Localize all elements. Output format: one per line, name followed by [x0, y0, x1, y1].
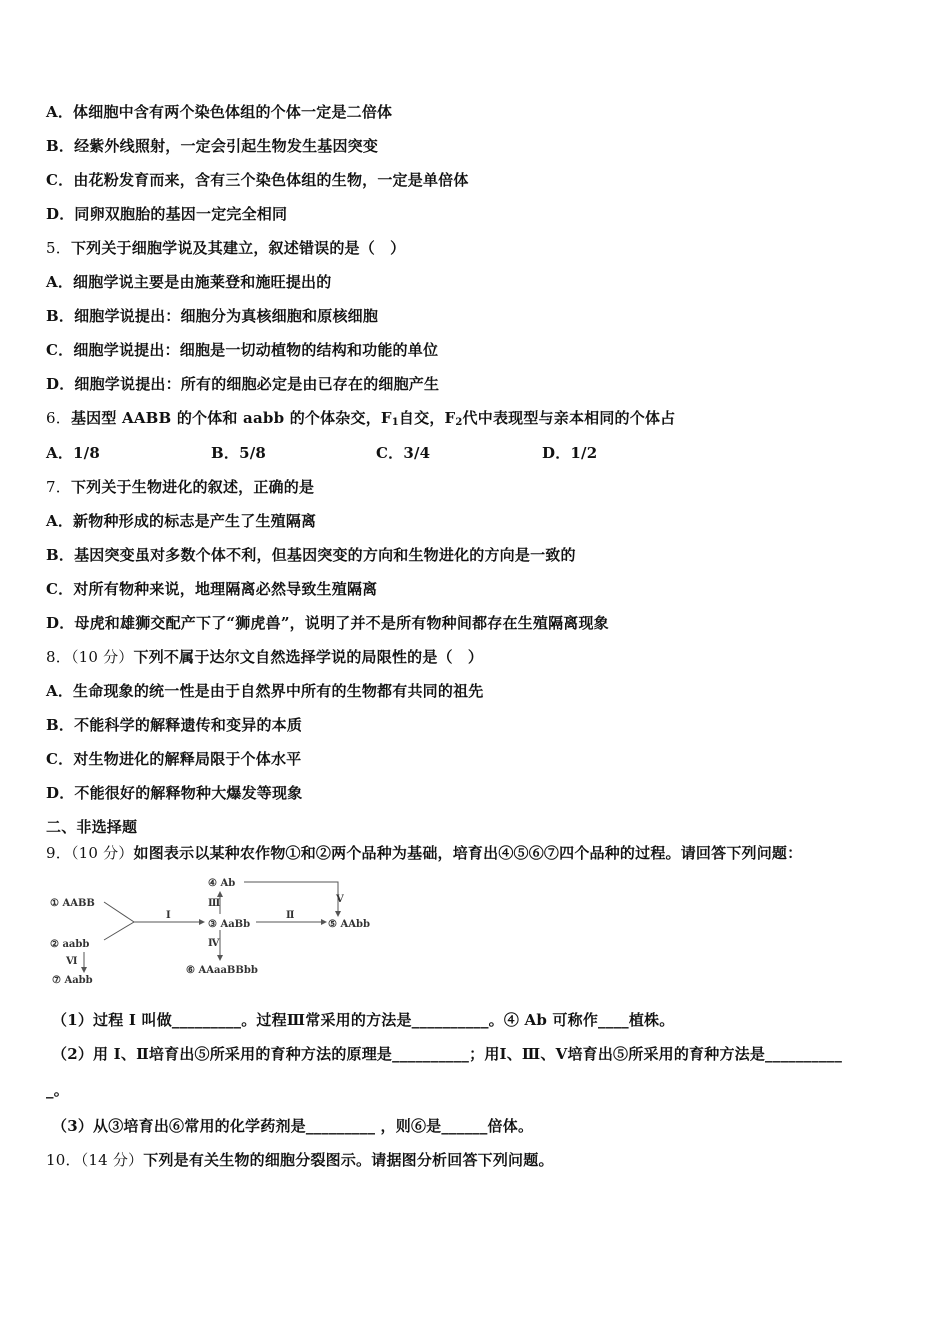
q10-stem-text: 下列是有关生物的细胞分裂图示。请据图分析回答下列问题。: [143, 1151, 554, 1169]
label-process-5: Ⅴ: [336, 894, 344, 905]
q6-option-a: A．1/8: [46, 444, 100, 462]
q7-option-d: D．母虎和雄狮交配产下了“狮虎兽”，说明了并不是所有物种间都存在生殖隔离现象: [46, 614, 609, 632]
q8-score: （10 分）: [70, 648, 134, 666]
q6-option-b: B．5/8: [211, 444, 267, 462]
q9-sub-2-cont: _。: [46, 1081, 69, 1099]
q6-sub-2: 2: [455, 417, 463, 428]
q5-option-c: C．细胞学说提出：细胞是一切动植物的结构和功能的单位: [46, 341, 439, 359]
q9-score: （10 分）: [70, 844, 134, 862]
q6-stem-b: 自交，F: [398, 409, 456, 427]
node-6: ⑥ AAaaBBbb: [186, 965, 258, 976]
q8-stem-text: 下列不属于达尔文自然选择学说的局限性的是（ ）: [133, 648, 484, 666]
node-7: ⑦ Aabb: [52, 975, 93, 986]
node-4: ④ Ab: [208, 878, 236, 889]
label-process-3: Ⅲ: [208, 898, 221, 909]
q6-option-c: C．3/4: [376, 444, 431, 462]
breeding-diagram: [44, 872, 370, 990]
q9-sub-2: （2）用 I、Ⅱ培育出⑤所采用的育种方法的原理是__________；用Ⅰ、Ⅲ、Ⅴ培育出⑤所采用的育种方法是__________: [52, 1045, 843, 1063]
q7-option-a: A．新物种形成的标志是产生了生殖隔离: [46, 512, 317, 530]
q8-stem: [46, 647, 483, 667]
q7-option-c: C．对所有物种来说，地理隔离必然导致生殖隔离: [46, 580, 378, 598]
section-heading: 二、非选择题: [46, 818, 138, 836]
breeding-diagram-svg: [44, 872, 370, 990]
q6-number: 6．: [46, 409, 71, 427]
q6-option-d: D．1/2: [542, 444, 598, 462]
q8-number: 8．: [46, 648, 71, 666]
q5-number: 5．: [46, 239, 71, 257]
q7-number: 7．: [46, 478, 71, 496]
q9-number: 9．: [46, 844, 71, 862]
q6-stem-a: 基因型 AABB 的个体和 aabb 的个体杂交，F: [70, 409, 392, 427]
q6-sub-1: 1: [391, 417, 399, 428]
q10-score: （14 分）: [80, 1151, 144, 1169]
q6-stem-c: 代中表现型与亲本相同的个体占: [462, 409, 676, 427]
q6-options: [46, 443, 597, 463]
q7-option-b: B．基因突变虽对多数个体不利，但基因突变的方向和生物进化的方向是一致的: [46, 546, 576, 564]
q9-stem-text: 如图表示以某种农作物①和②两个品种为基础，培育出④⑤⑥⑦四个品种的过程。请回答下列问题：: [133, 844, 803, 862]
q8-option-b: B．不能科学的解释遗传和变异的本质: [46, 716, 303, 734]
q4-option-c: C．由花粉发育而来，含有三个染色体组的生物，一定是单倍体: [46, 171, 469, 189]
q8-option-a: A．生命现象的统一性是由于自然界中所有的生物都有共同的祖先: [46, 682, 484, 700]
q4-option-b: B．经紫外线照射，一定会引起生物发生基因突变: [46, 137, 379, 155]
q6-stem: [46, 408, 675, 433]
q5-option-a: A．细胞学说主要是由施莱登和施旺提出的: [46, 273, 332, 291]
node-5: ⑤ AAbb: [328, 919, 370, 930]
label-process-1: Ⅰ: [166, 910, 171, 921]
q9-sub-1: （1）过程 I 叫做_________。过程Ⅲ常采用的方法是__________。④ Ab 可称作____植株。: [52, 1011, 675, 1029]
q8-option-c: C．对生物进化的解释局限于个体水平: [46, 750, 302, 768]
node-2: ② aabb: [50, 939, 90, 950]
q7-stem-text: 下列关于生物进化的叙述，正确的是: [70, 478, 315, 496]
q8-option-d: D．不能很好的解释物种大爆发等现象: [46, 784, 303, 802]
q5-option-d: D．细胞学说提出：所有的细胞必定是由已存在的细胞产生: [46, 375, 440, 393]
q7-stem: [46, 477, 314, 497]
q10-number: 10．: [46, 1151, 81, 1169]
label-process-4: Ⅳ: [208, 938, 220, 949]
node-1: ① AABB: [50, 898, 95, 909]
q5-option-b: B．细胞学说提出：细胞分为真核细胞和原核细胞: [46, 307, 379, 325]
q4-option-d: D．同卵双胞胎的基因一定完全相同: [46, 205, 288, 223]
q5-stem-text: 下列关于细胞学说及其建立，叙述错误的是（ ）: [70, 239, 406, 257]
label-process-6: Ⅵ: [66, 956, 78, 967]
q4-option-a: A．体细胞中含有两个染色体组的个体一定是二倍体: [46, 103, 393, 121]
edge-1-join: [104, 902, 134, 940]
q9-stem: [46, 843, 802, 863]
label-process-2: Ⅱ: [286, 910, 295, 921]
q9-sub-3: （3）从③培育出⑥常用的化学药剂是_________ ，则⑥是______倍体。: [52, 1117, 534, 1135]
q10-stem: [46, 1150, 554, 1170]
node-3: ③ AaBb: [208, 919, 251, 930]
q5-stem: [46, 238, 405, 258]
